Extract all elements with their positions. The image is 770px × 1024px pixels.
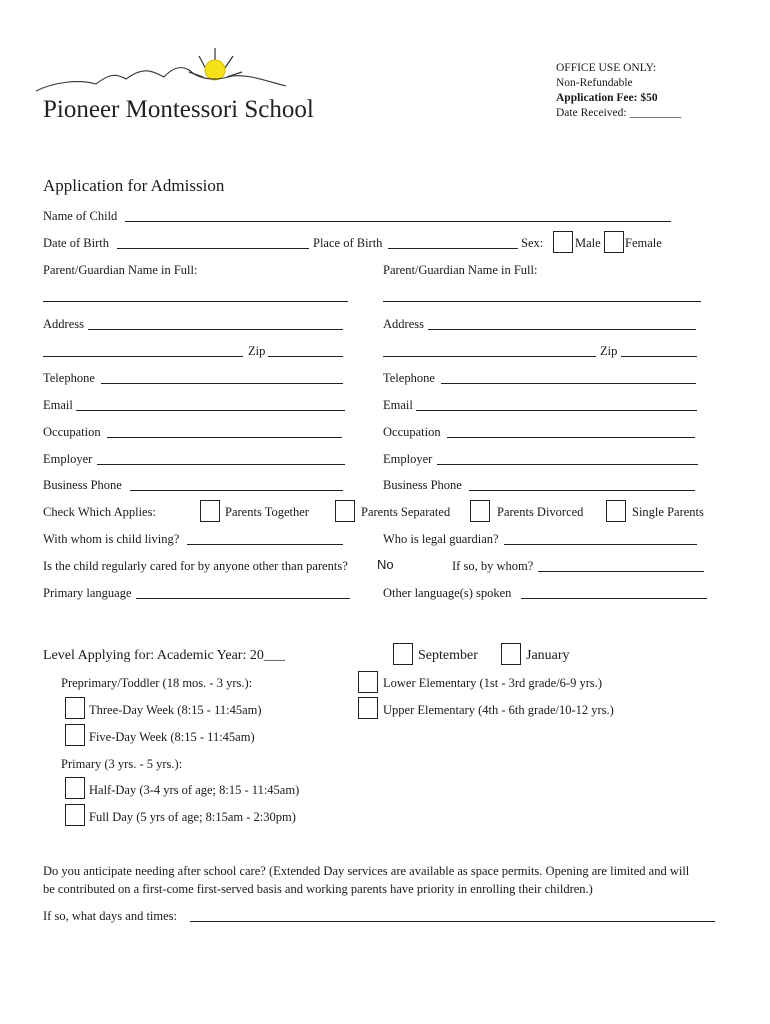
telephone-field-right[interactable]: [441, 383, 696, 384]
upper-elementary-label: Upper Elementary (4th - 6th grade/10-12 yrs.): [383, 703, 614, 717]
form-title: Application for Admission: [43, 176, 225, 195]
parents-separated-label: Parents Separated: [361, 505, 451, 519]
name-of-child-label: Name of Child: [43, 209, 118, 223]
email-field-right[interactable]: [416, 410, 697, 411]
parent-name-label-left: Parent/Guardian Name in Full:: [43, 263, 198, 277]
parents-divorced-label: Parents Divorced: [497, 505, 584, 519]
business-phone-label-left: Business Phone: [43, 478, 122, 492]
zip-label-right: Zip: [600, 344, 618, 358]
legal-guardian-field[interactable]: [504, 544, 697, 545]
full-day-label: Full Day (5 yrs of age; 8:15am - 2:30pm): [89, 810, 296, 824]
place-of-birth-field[interactable]: [388, 248, 518, 249]
parents-together-label: Parents Together: [225, 505, 309, 519]
date-of-birth-field[interactable]: [117, 248, 309, 249]
five-day-checkbox[interactable]: [65, 724, 85, 746]
half-day-label: Half-Day (3-4 yrs of age; 8:15 - 11:45am): [89, 783, 300, 797]
parents-divorced-checkbox[interactable]: [470, 500, 490, 522]
address-label-right: Address: [383, 317, 424, 331]
three-day-checkbox[interactable]: [65, 697, 85, 719]
email-label-left: Email: [43, 398, 73, 412]
female-label: Female: [625, 236, 662, 250]
check-which-applies-label: Check Which Applies:: [43, 505, 156, 519]
preprimary-label: Preprimary/Toddler (18 mos. - 3 yrs.):: [61, 676, 253, 690]
date-of-birth-label: Date of Birth: [43, 236, 109, 250]
occupation-label-left: Occupation: [43, 425, 101, 439]
cared-for-question: Is the child regularly cared for by anyone other than parents?: [43, 559, 348, 573]
if-so-by-whom-label: If so, by whom?: [452, 559, 534, 573]
with-whom-living-label: With whom is child living?: [43, 532, 180, 546]
address-field-left[interactable]: [88, 329, 343, 330]
name-of-child-field[interactable]: [125, 221, 671, 222]
city-field-left[interactable]: [43, 356, 243, 357]
lower-elementary-label: Lower Elementary (1st - 3rd grade/6-9 yrs.): [383, 676, 603, 690]
september-checkbox[interactable]: [393, 643, 413, 665]
cared-for-answer[interactable]: No: [377, 557, 394, 572]
parents-together-checkbox[interactable]: [200, 500, 220, 522]
other-languages-field[interactable]: [521, 598, 707, 599]
parent-name-field-right[interactable]: [383, 301, 701, 302]
employer-label-right: Employer: [383, 452, 433, 466]
male-checkbox[interactable]: [553, 231, 573, 253]
occupation-field-right[interactable]: [447, 437, 695, 438]
zip-label-left: Zip: [248, 344, 266, 358]
parent-name-label-right: Parent/Guardian Name in Full:: [383, 263, 538, 277]
female-checkbox[interactable]: [604, 231, 624, 253]
sex-label: Sex:: [521, 236, 544, 250]
upper-elementary-checkbox[interactable]: [358, 697, 378, 719]
january-checkbox[interactable]: [501, 643, 521, 665]
primary-label: Primary (3 yrs. - 5 yrs.):: [61, 757, 183, 771]
single-parents-label: Single Parents: [632, 505, 704, 519]
business-phone-field-left[interactable]: [130, 490, 343, 491]
lower-elementary-checkbox[interactable]: [358, 671, 378, 693]
date-received-label: Date Received:: [556, 107, 627, 119]
zip-field-left[interactable]: [268, 356, 343, 357]
office-use-title: OFFICE USE ONLY:: [556, 62, 657, 74]
zip-field-right[interactable]: [621, 356, 697, 357]
occupation-label-right: Occupation: [383, 425, 441, 439]
if-so-by-whom-field[interactable]: [538, 571, 704, 572]
business-phone-field-right[interactable]: [469, 490, 695, 491]
full-day-checkbox[interactable]: [65, 804, 85, 826]
september-label: September: [418, 648, 478, 663]
place-of-birth-label: Place of Birth: [313, 236, 383, 250]
after-school-question-line2: be contributed on a first-come first-served basis and working parents have priority in enrolling their children.): [43, 882, 593, 896]
male-label: Male: [575, 236, 601, 250]
office-use-block: [556, 61, 681, 121]
telephone-field-left[interactable]: [101, 383, 343, 384]
address-label-left: Address: [43, 317, 84, 331]
occupation-field-left[interactable]: [107, 437, 342, 438]
with-whom-living-field[interactable]: [187, 544, 343, 545]
days-times-field[interactable]: [190, 921, 715, 922]
primary-language-label: Primary language: [43, 586, 132, 600]
legal-guardian-label: Who is legal guardian?: [383, 532, 499, 546]
parent-name-field-left[interactable]: [43, 301, 348, 302]
email-field-left[interactable]: [76, 410, 345, 411]
city-field-right[interactable]: [383, 356, 596, 357]
employer-label-left: Employer: [43, 452, 93, 466]
sun-icon: [205, 60, 225, 80]
three-day-label: Three-Day Week (8:15 - 11:45am): [89, 703, 262, 717]
date-received-blank[interactable]: _________: [629, 107, 682, 119]
other-languages-label: Other language(s) spoken: [383, 586, 512, 600]
level-applying-label: Level Applying for: Academic Year: 20___: [43, 648, 285, 663]
parents-separated-checkbox[interactable]: [335, 500, 355, 522]
days-times-label: If so, what days and times:: [43, 909, 178, 923]
business-phone-label-right: Business Phone: [383, 478, 462, 492]
mountains-icon: [36, 68, 286, 91]
primary-language-field[interactable]: [136, 598, 350, 599]
date-received-row: [556, 106, 681, 121]
school-name: Pioneer Montessori School: [43, 96, 314, 123]
application-fee: Application Fee: $50: [556, 92, 658, 104]
january-label: January: [526, 648, 570, 663]
telephone-label-right: Telephone: [383, 371, 435, 385]
telephone-label-left: Telephone: [43, 371, 95, 385]
five-day-label: Five-Day Week (8:15 - 11:45am): [89, 730, 255, 744]
after-school-question-line1: Do you anticipate needing after school care? (Extended Day services are available as space permits. Opening are limited and will: [43, 864, 690, 878]
non-refundable-label: Non-Refundable: [556, 77, 633, 89]
employer-field-right[interactable]: [437, 464, 698, 465]
email-label-right: Email: [383, 398, 413, 412]
single-parents-checkbox[interactable]: [606, 500, 626, 522]
address-field-right[interactable]: [428, 329, 696, 330]
employer-field-left[interactable]: [97, 464, 345, 465]
half-day-checkbox[interactable]: [65, 777, 85, 799]
